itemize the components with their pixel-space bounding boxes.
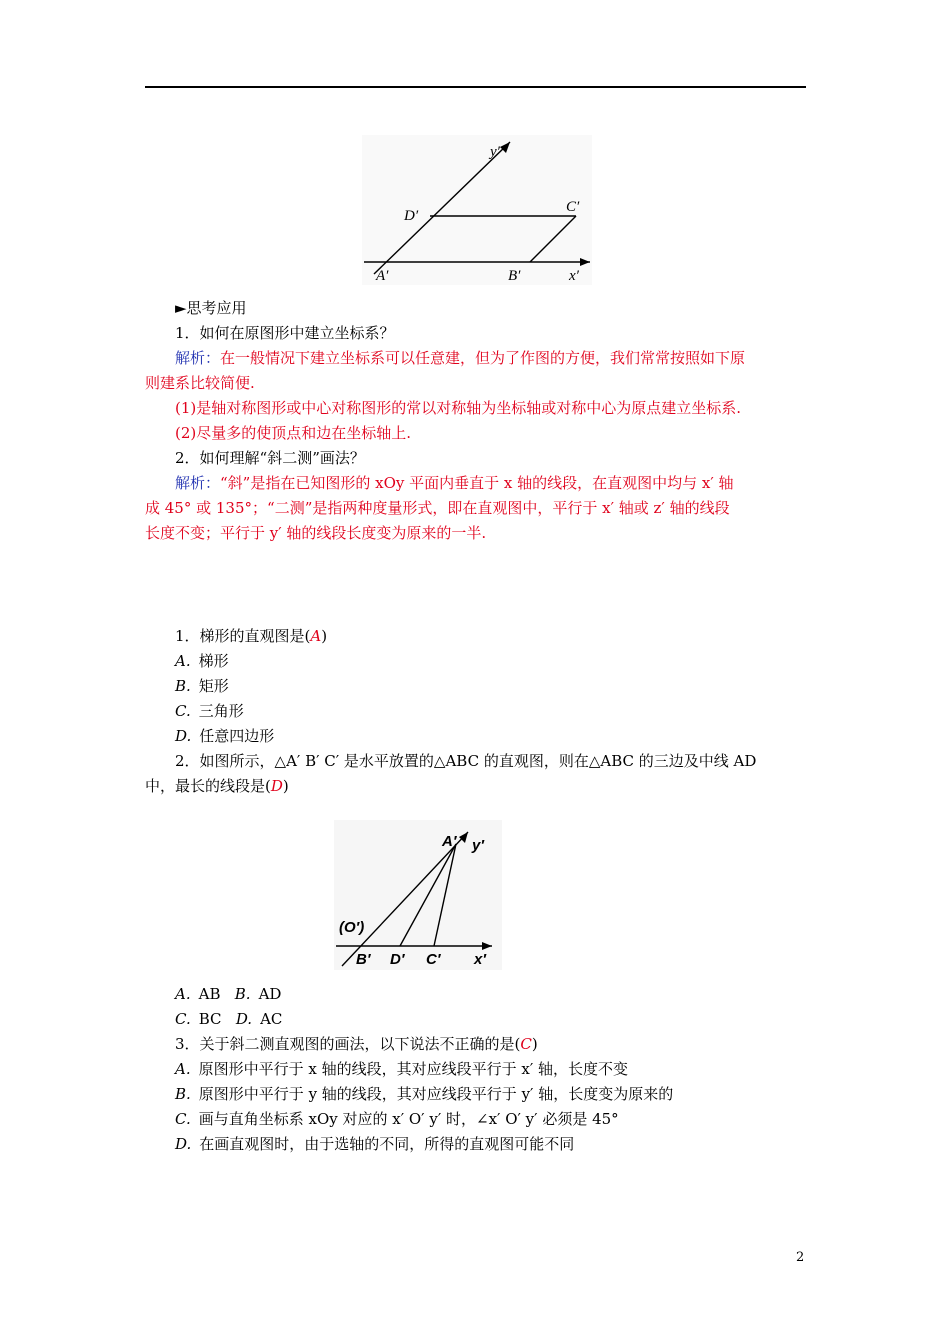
option-text: 原图形中平行于 x 轴的线段，其对应线段平行于 x′ 轴，长度不变 — [198, 1060, 629, 1078]
analysis-text: 在一般情况下建立坐标系可以任意建，但为了作图的方便，我们常常按照如下原 — [220, 349, 746, 367]
think-question-1: 1．如何在原图形中建立坐标系？ — [175, 324, 395, 342]
stem-close: ) — [531, 1035, 538, 1053]
think-answer-1-line-1 — [175, 346, 806, 371]
label-c-prime: C′ — [426, 951, 441, 968]
option-letter: C. — [175, 702, 191, 720]
label-a-prime: A′ — [376, 268, 389, 284]
answer-letter: D — [270, 777, 283, 795]
stem-close: ) — [321, 627, 328, 645]
page-number: 2 — [796, 1250, 805, 1265]
option-text: 三角形 — [198, 702, 244, 720]
stem-close: ) — [282, 777, 289, 795]
think-answer-2-line-1 — [175, 471, 806, 496]
think-answer-1-line-2: 则建系比较简便. — [145, 374, 255, 392]
option-letter: A. — [175, 1060, 191, 1078]
label-x-prime: x′ — [569, 268, 579, 284]
label-y-prime: y′ — [490, 144, 500, 160]
figure-triangle — [334, 820, 502, 970]
option-text: 矩形 — [198, 677, 229, 695]
option-letter: B. — [175, 677, 191, 695]
label-d-prime: D′ — [404, 208, 419, 224]
analysis-tag: 解析： — [175, 349, 221, 367]
option-letter: D. — [175, 1135, 192, 1153]
label-d-prime: D′ — [390, 951, 405, 968]
header-rule — [145, 86, 806, 88]
think-answer-2-line-2: 成 45° 或 135°；“二测”是指两种度量形式，即在直观图中，平行于 x′ 轴或 z′ 轴的线段 — [145, 499, 730, 517]
triangle-svg — [334, 820, 502, 970]
exercise-3-option-c — [175, 1107, 806, 1132]
stem-text: 3．关于斜二测直观图的画法，以下说法不正确的是( — [175, 1035, 521, 1053]
exercise-3-option-d — [175, 1132, 806, 1157]
exercise-2-stem-line-1: 2．如图所示，△A′ B′ C′ 是水平放置的△ABC 的直观图，则在△ABC 的三边及中线 AD — [175, 752, 757, 770]
exercise-1-option-a — [175, 649, 806, 674]
analysis-tag: 解析： — [175, 474, 221, 492]
parallelogram-svg — [362, 120, 592, 285]
option-text: AB — [198, 985, 221, 1003]
option-text: 画与直角坐标系 xOy 对应的 x′ O′ y′ 时，∠x′ O′ y′ 必须是 45° — [198, 1110, 619, 1128]
answer-letter: C — [520, 1035, 532, 1053]
think-heading: ►思考应用 — [175, 299, 247, 317]
analysis-text: “斜”是指在已知图形的 xOy 平面内垂直于 x 轴的线段，在直观图中均与 x′ 轴 — [220, 474, 734, 492]
label-x-prime: x′ — [474, 951, 486, 968]
exercise-3-stem — [175, 1032, 806, 1057]
exercise-3-option-a — [175, 1057, 806, 1082]
label-o-prime: (O′) — [339, 919, 365, 936]
stem-text: 1．梯形的直观图是( — [175, 627, 311, 645]
option-letter: A. — [175, 985, 191, 1003]
exercise-1-stem — [175, 624, 806, 649]
option-text: AD — [258, 985, 282, 1003]
label-b-prime: B′ — [508, 268, 521, 284]
exercise-2-options-row-1 — [175, 982, 806, 1007]
option-letter: B. — [175, 1085, 191, 1103]
option-letter: C. — [175, 1010, 191, 1028]
option-letter: D. — [175, 727, 192, 745]
stem-text: 中，最长的线段是( — [145, 777, 271, 795]
label-a-prime: A′ — [442, 833, 457, 850]
option-text: AC — [260, 1010, 283, 1028]
option-text: 梯形 — [198, 652, 229, 670]
think-question-2: 2．如何理解“斜二测”画法？ — [175, 449, 365, 467]
option-text: 原图形中平行于 y 轴的线段，其对应线段平行于 y′ 轴，长度变为原来的 — [198, 1085, 674, 1103]
exercise-1-option-c — [175, 699, 806, 724]
label-c-prime: C′ — [566, 199, 580, 215]
think-answer-1-line-4: (2)尽量多的使顶点和边在坐标轴上. — [175, 424, 412, 442]
answer-letter: A — [310, 627, 322, 645]
option-text: 任意四边形 — [199, 727, 275, 745]
label-y-prime: y′ — [472, 837, 484, 854]
option-text: BC — [198, 1010, 222, 1028]
figure-parallelogram — [362, 120, 592, 285]
label-b-prime: B′ — [356, 951, 371, 968]
exercise-1-option-b — [175, 674, 806, 699]
option-letter: A. — [175, 652, 191, 670]
exercise-3-option-b — [175, 1082, 806, 1107]
exercise-2-stem-line-2 — [145, 774, 806, 799]
exercise-1-option-d — [175, 724, 806, 749]
think-answer-1-line-3: (1)是轴对称图形或中心对称图形的常以对称轴为坐标轴或对称中心为原点建立坐标系. — [175, 399, 742, 417]
option-letter: B. — [234, 985, 251, 1003]
think-answer-2-line-3: 长度不变；平行于 y′ 轴的线段长度变为原来的一半. — [145, 524, 487, 542]
exercise-2-options-row-2 — [175, 1007, 806, 1032]
option-letter: D. — [235, 1010, 253, 1028]
option-text: 在画直观图时，由于选轴的不同，所得的直观图可能不同 — [199, 1135, 575, 1153]
option-letter: C. — [175, 1110, 191, 1128]
